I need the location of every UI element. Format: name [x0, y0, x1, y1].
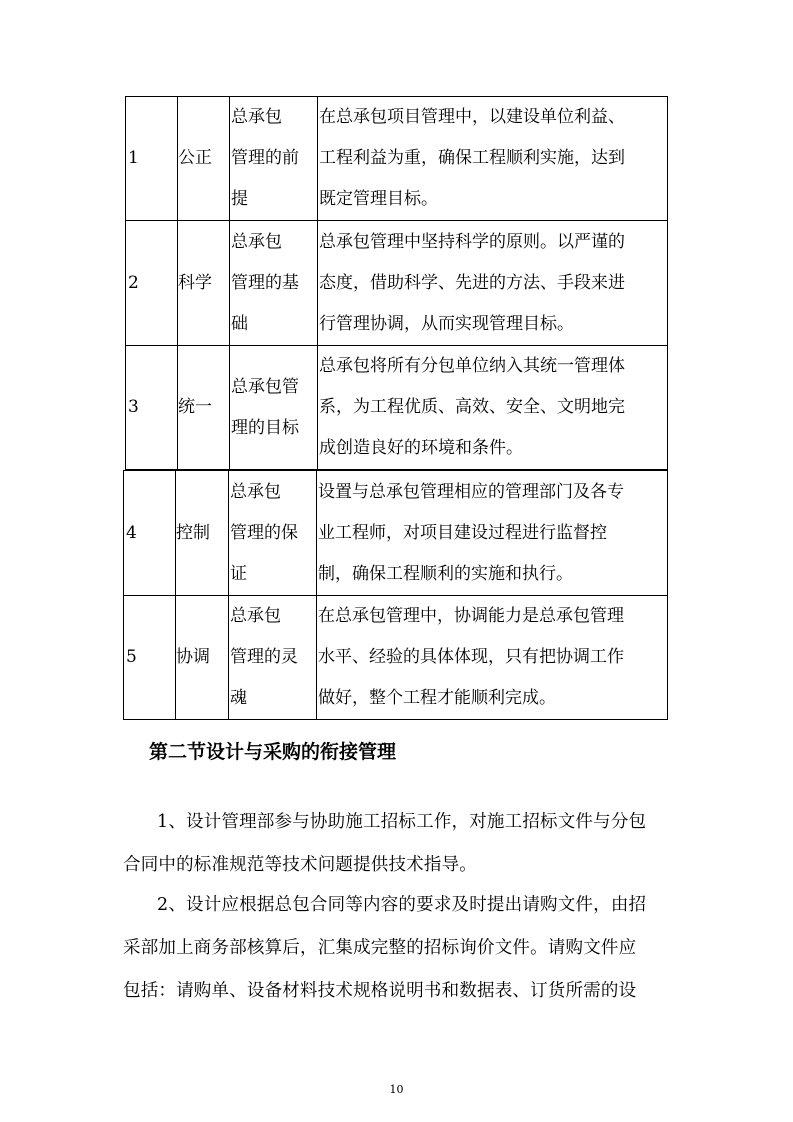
paragraph	[123, 801, 683, 887]
desc-line: 成创造良好的环境和条件。	[319, 438, 523, 458]
principle-name: 公正	[178, 97, 230, 221]
principle-description	[318, 221, 668, 346]
desc-line: 做好，整个工程才能顺利完成。	[318, 688, 556, 708]
table-row	[126, 221, 668, 346]
desc-line: 总承包管理中坚持科学的原则。以严谨的	[319, 231, 625, 252]
paragraph-line: 合同中的标准规范等技术问题提供技术指导。	[123, 855, 477, 875]
principle-name: 控制	[176, 471, 229, 596]
principles-table-2	[123, 470, 668, 720]
principle-name: 科学	[178, 221, 230, 346]
principle-role	[229, 471, 317, 596]
row-number: 4	[124, 471, 176, 596]
paragraph-line: 包括：请购单、设备材料技术规格说明书和数据表、订货所需的设	[123, 981, 637, 1001]
row-number: 3	[126, 346, 178, 470]
table-row	[126, 97, 668, 221]
role-line: 总承包	[231, 231, 282, 252]
desc-line: 业工程师，对项目建设过程进行监督控	[318, 522, 607, 543]
section-heading: 第二节设计与采购的衔接管理	[149, 741, 397, 763]
role-line: 总承包管	[231, 376, 299, 397]
table-row	[124, 596, 668, 720]
desc-line: 制，确保工程顺利的实施和执行。	[318, 563, 573, 584]
role-line: 提	[231, 189, 248, 209]
role-line: 总承包	[230, 606, 281, 626]
principle-description	[317, 596, 668, 720]
role-line: 管理的前	[231, 148, 299, 168]
desc-line: 在总承包项目管理中，以建设单位利益、	[319, 107, 625, 127]
role-line: 魂	[230, 688, 247, 708]
role-line: 础	[231, 313, 248, 334]
desc-line: 既定管理目标。	[319, 189, 438, 209]
principle-role	[229, 596, 317, 720]
desc-line: 系，为工程优质、高效、安全、文明地完	[319, 397, 625, 417]
role-line: 总承包	[230, 481, 281, 502]
row-number: 1	[126, 97, 178, 221]
role-line: 总承包	[231, 107, 282, 127]
role-line: 理的目标	[231, 417, 299, 438]
principle-description	[318, 346, 668, 470]
paragraph	[123, 884, 683, 1013]
principle-description	[317, 471, 668, 596]
desc-line: 总承包将所有分包单位纳入其统一管理体	[319, 356, 625, 376]
desc-line: 设置与总承包管理相应的管理部门及各专	[318, 481, 624, 502]
principle-role	[230, 346, 318, 470]
table-row	[126, 346, 668, 470]
role-line: 证	[230, 563, 247, 584]
principle-description	[318, 97, 668, 221]
paragraph-line: 1、设计管理部参与协助施工招标工作，对施工招标文件与分包	[157, 812, 647, 832]
row-number: 5	[124, 596, 176, 720]
paragraph-line: 采部加上商务部核算后，汇集成完整的招标询价文件。请购文件应	[123, 938, 637, 958]
page-number: 10	[389, 1083, 404, 1096]
principle-name: 协调	[176, 596, 229, 720]
desc-line: 工程利益为重，确保工程顺利实施，达到	[319, 148, 625, 168]
table-row	[124, 471, 668, 596]
desc-line: 水平、经验的具体体现，只有把协调工作	[318, 647, 624, 667]
paragraph-line: 2、设计应根据总包合同等内容的要求及时提出请购文件，由招	[157, 895, 647, 915]
desc-line: 态度，借助科学、先进的方法、手段来进	[319, 272, 625, 293]
row-number: 2	[126, 221, 178, 346]
role-line: 管理的保	[230, 522, 298, 543]
desc-line: 行管理协调，从而实现管理目标。	[319, 313, 574, 334]
principle-role	[230, 97, 318, 221]
principle-role	[230, 221, 318, 346]
principles-table-1	[125, 96, 668, 470]
role-line: 管理的基	[231, 272, 299, 293]
desc-line: 在总承包管理中，协调能力是总承包管理	[318, 606, 624, 626]
principle-name: 统一	[178, 346, 230, 470]
role-line: 管理的灵	[230, 647, 298, 667]
